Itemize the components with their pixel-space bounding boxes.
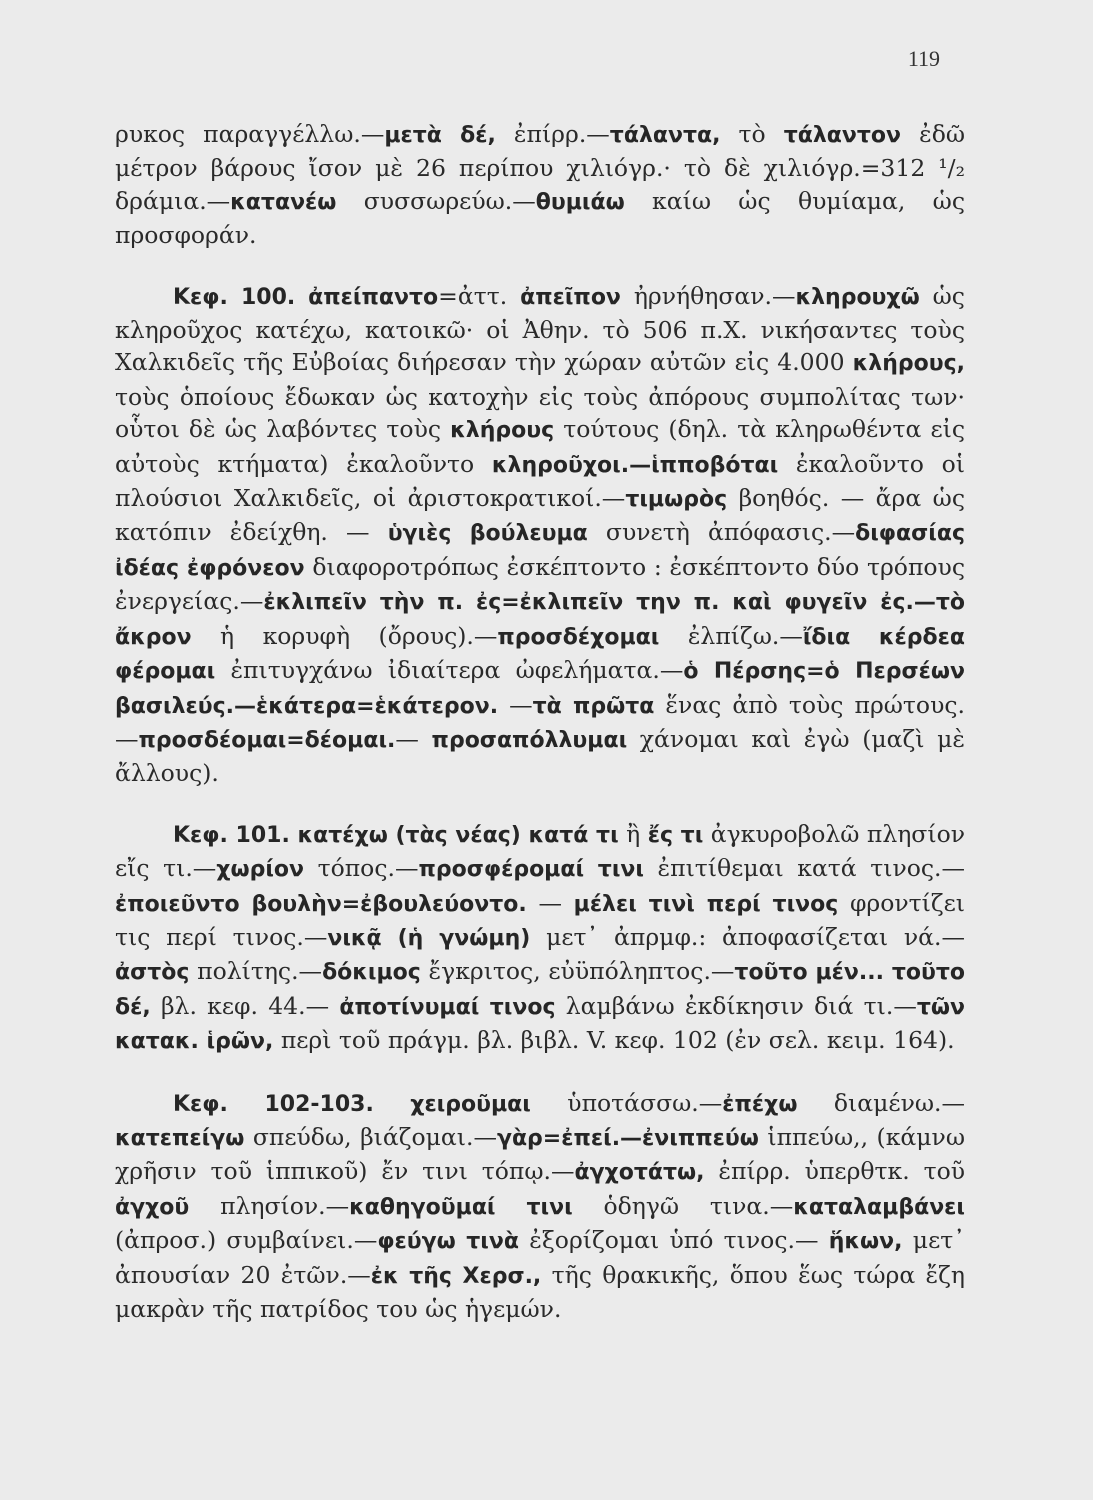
gloss-text: βλ. κεφ. 44.— [150, 991, 340, 1020]
lemma-term: ἥκων, [828, 1229, 903, 1255]
lemma-term: ἀγχοτάτω, [574, 1160, 705, 1186]
lemma-term: ἀποτίνυμαί τινος [339, 994, 556, 1020]
lemma-term: τάλαντα, [609, 123, 721, 148]
commentary-text [115, 118, 965, 1325]
gloss-text: μετ᾽ ἀπουσίαν 20 ἐτῶν.— [115, 1226, 966, 1289]
gloss-text: διαμένω.— [797, 1088, 965, 1117]
gloss-text: — [526, 888, 574, 917]
lemma-term: φεύγω τινὰ [377, 1229, 519, 1255]
gloss-text: =ἀττ. [438, 281, 521, 310]
lemma-term: μετὰ δέ, [384, 123, 496, 148]
gloss-text: μετ᾽ ἀπρμφ.: ἀποφασίζεται νά.— [530, 922, 965, 951]
lemma-term: Κεφ. 102-103. [173, 1091, 374, 1117]
gloss-text: διαφοροτρόπως ἐσκέπτοντο : ἐσκέπτοντο δύο τρόπους ἐνεργείας.— [115, 552, 965, 616]
lemma-term: τιμωρὸς [625, 487, 728, 513]
lemma-term: κληρουχῶ [795, 284, 920, 310]
lemma-term: προσφέρομαί τινι [418, 857, 644, 883]
section-kef-100 [115, 280, 965, 790]
gloss-text: ἐξορίζομαι ὑπό τινος.— [518, 1226, 829, 1255]
gloss-text: ἐπίρρ. ὑπερθτκ. τοῦ [704, 1157, 965, 1186]
gloss-text: συσσωρεύω.— [336, 186, 536, 215]
lemma-term: κλήρους [450, 418, 555, 444]
lemma-term: κλήρους, [852, 351, 965, 377]
lemma-term: γὰρ=ἐπεί.—ἐνιππεύω [496, 1125, 759, 1151]
lemma-term: ὑγιὲς βούλευμα [387, 521, 588, 547]
lemma-term: χωρίον [216, 857, 305, 883]
lemma-term: προσαπόλλυμαι [431, 727, 628, 753]
lemma-term: χειροῦμαι [410, 1091, 531, 1117]
gloss-text [295, 282, 308, 310]
lemma-term: προσδέομαι=δέομαι. [138, 727, 396, 753]
lemma-term: τάλαντον [783, 123, 902, 148]
gloss-text: ἠρνήθησαν.— [620, 281, 796, 310]
lemma-term: ἔς τι [647, 822, 704, 848]
gloss-text: ἐκαλοῦντο οἱ πλούσιοι Χαλκιδεῖς, οἱ ἀριστοκρατικοί.— [115, 449, 965, 513]
gloss-text: ὁδηγῶ τινα.— [572, 1191, 794, 1220]
lemma-term: διφασίας ἰδέας ἐφρόνεον [115, 521, 965, 581]
lemma-term: κατεπείγω [115, 1125, 245, 1151]
lemma-term: καταλαμβάνει [793, 1194, 965, 1220]
lemma-term: ἀγχοῦ [115, 1194, 190, 1220]
gloss-text: ρυκος παραγγέλλω.— [115, 120, 385, 148]
gloss-text: ἕνας ἀπὸ τοὺς πρώτους.— [115, 690, 965, 753]
gloss-text: περὶ τοῦ πράγμ. βλ. βιβλ. V. κεφ. 102 (ἐν σελ. κειμ. 164). [273, 1026, 955, 1055]
lemma-term: μέλει τινὶ περί τινος [573, 891, 839, 917]
gloss-text: ἐδῶ μέτρον βάρους ἴσον μὲ 26 περίπου χιλιόγρ.· τὸ δὲ χιλιόγρ.=312 ¹/₂ δράμια.— [115, 120, 966, 215]
gloss-text: τούτους (δηλ. τὰ κληρωθέντα εἰς αὐτοὺς κτήματα) ἐκαλοῦντο [115, 415, 965, 478]
gloss-text: φροντίζει τις περί τινος.— [115, 888, 965, 951]
lemma-term: τοῦτο μέν... τοῦτο δέ, [115, 960, 965, 1020]
gloss-text: ἔγκριτος, εὐϋπόληπτος.— [420, 957, 735, 986]
lemma-term: τὰ πρῶτα [532, 693, 655, 719]
gloss-text: τῆς θρακικῆς, ὅπου ἕως τώρα ἔζη μακρὰν τῆς πατρίδος του ὡς ἡγεμών. [115, 1260, 965, 1323]
gloss-text: τὸ [720, 120, 784, 148]
gloss-text: ἱππεύω,, (κάμνω χρῆσιν τοῦ ἱππικοῦ) ἔν τινι τόπῳ.— [115, 1122, 965, 1186]
section-kef-101 [115, 818, 965, 1059]
lemma-term: καθηγοῦμαί τινι [349, 1194, 573, 1220]
gloss-text: τοὺς ὁποίους ἔδωκαν ὡς κατοχὴν εἰς τοὺς ἀπόρους συμπολίτας των· οὗτοι δὲ ὡς λαβόντες τοὺς [115, 382, 965, 444]
gloss-text: τόπος.— [304, 854, 419, 883]
lemma-term: ἴδια κέρδεα φέρομαι [115, 624, 965, 685]
gloss-text: ἐπιτίθεμαι κατά τινος.— [643, 854, 966, 883]
gloss-text: βοηθός. — [727, 484, 876, 513]
page-number: 119 [907, 46, 940, 71]
lemma-term: ἀπείπαντο [308, 284, 439, 310]
gloss-text: συνετὴ ἀπόφασις.— [587, 518, 856, 547]
gloss-text [374, 1089, 410, 1117]
gloss-text: ὑποτάσσω.— [530, 1088, 723, 1117]
gloss-text: — [498, 690, 533, 719]
lemma-term: ὁ Πέρσης=ὁ Περσέων βασιλεύς.—ἑκάτερα=ἑκάτερον. [115, 659, 965, 719]
gloss-text: ἐλπίζω.— [659, 621, 803, 650]
lemma-term: νικᾷ (ἡ γνώμη) [327, 925, 531, 951]
gloss-text: ἐπιτυγχάνω ἰδιαίτερα ὠφελήματα.— [215, 656, 684, 685]
gloss-text: ὡς κατόπιν ἐδείχθη. — [115, 484, 965, 547]
lemma-term: ἐκλιπεῖν τὴν π. ἐς=ἐκλιπεῖν την π. καὶ φυγεῖν ἐς.—τὸ ἄκρον [115, 590, 965, 650]
lemma-term: ἀπεῖπον [520, 284, 621, 310]
gloss-text: ἢ [618, 819, 648, 848]
section-continuation [115, 118, 965, 252]
gloss-text: ἄρα [875, 484, 922, 513]
section-kef-102-103 [115, 1087, 965, 1326]
gloss-text: καίω ὡς θυμίαμα, ὡς προσφοράν. [115, 186, 965, 250]
lemma-term: Κεφ. 101. κατέχω (τὰς νέας) κατά τι [173, 822, 619, 848]
gloss-text: ἡ κορυφὴ (ὄρους).— [191, 621, 498, 650]
gloss-text: ἀγκυροβολῶ πλησίον εἴς τι.— [115, 819, 965, 883]
lemma-term: κληροῦχοι.—ἱπποβόται [491, 452, 779, 478]
gloss-text: ὡς κληροῦχος κατέχω, κατοικῶ· οἱ Ἀθην. τὸ 506 π.Χ. νικήσαντες τοὺς Χαλκιδεῖς τῆς Εὐβοίας διήρεσαν τὴν χώραν αὐτῶν εἰς 4.000 [115, 281, 965, 377]
gloss-text: ἐπίρρ.— [495, 120, 610, 148]
gloss-text: σπεύδω, βιάζομαι.— [244, 1122, 497, 1151]
lemma-term: θυμιάω [535, 189, 625, 215]
gloss-text: (ἀπροσ.) συμβαίνει.— [115, 1226, 378, 1255]
gloss-text: λαμβάνω ἐκδίκησιν διά τι.— [555, 991, 917, 1020]
lemma-term: κατανέω [230, 189, 337, 215]
gloss-text: πολίτης.— [189, 957, 323, 986]
lemma-term: ἀστὸς [115, 960, 190, 986]
lemma-term: δόκιμος [322, 960, 421, 986]
lemma-term: Κεφ. 100. [173, 284, 296, 310]
lemma-term: ἐκ τῆς Χερσ., [370, 1263, 542, 1289]
gloss-text: χάνομαι καὶ ἐγὼ (μαζὶ μὲ ἄλλους). [115, 724, 965, 788]
lemma-term: ἐπέχω [722, 1091, 798, 1117]
lemma-term: τῶν κατακ. ἱρῶν, [115, 994, 965, 1055]
gloss-text: — [395, 724, 432, 753]
lemma-term: ἐποιεῦντο βουλὴν=ἐβουλεύοντο. [115, 891, 527, 917]
gloss-text: πλησίον.— [189, 1191, 350, 1220]
lemma-term: προσδέχομαι [497, 624, 660, 650]
